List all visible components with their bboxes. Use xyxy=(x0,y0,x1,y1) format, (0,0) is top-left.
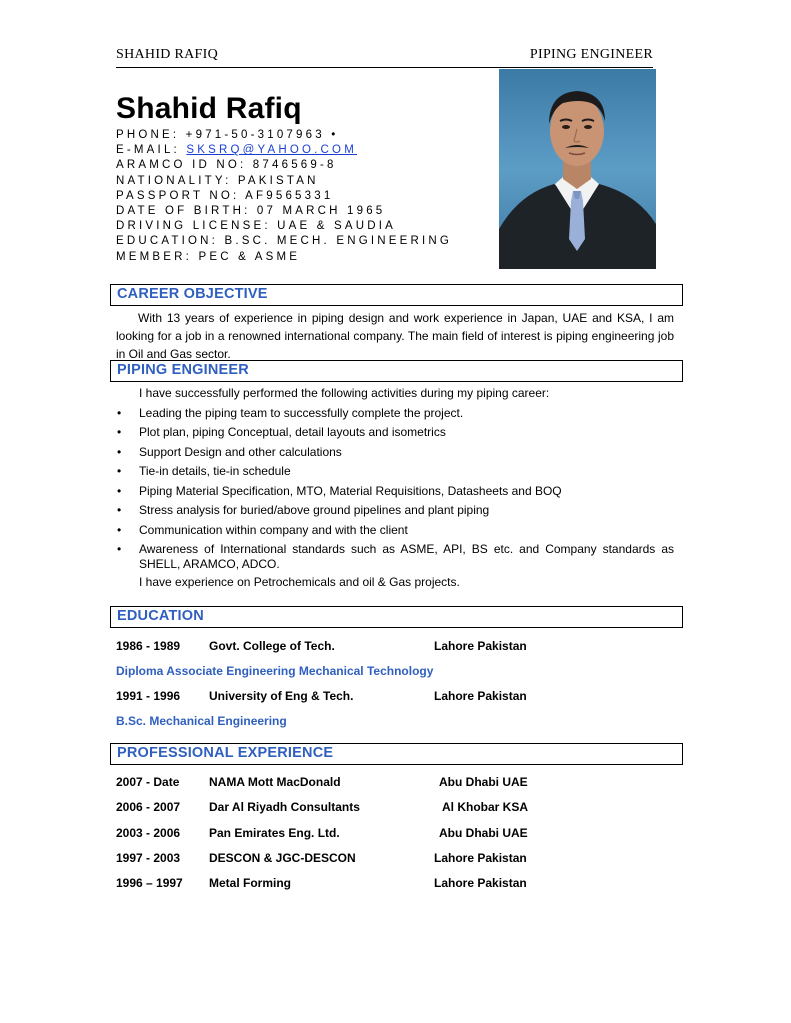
bullet-icon: • xyxy=(117,464,122,478)
education-location: Lahore Pakistan xyxy=(434,639,527,653)
education-institution: University of Eng & Tech. xyxy=(209,689,354,703)
email-line xyxy=(116,143,452,158)
experience-dates: 1996 – 1997 xyxy=(116,876,183,890)
experience-company: DESCON & JGC-DESCON xyxy=(209,851,356,865)
aramco-id-line: ARAMCO ID NO: 8746569-8 xyxy=(116,159,337,172)
education-dates: 1991 - 1996 xyxy=(116,689,181,703)
bullet-icon: • xyxy=(117,483,122,498)
experience-dates: 2003 - 2006 xyxy=(116,826,181,840)
career-objective-body: With 13 years of experience in piping design and work experience in Japan, UAE and KSA, I am looking for a job in a renowned international company. The main field of interest is piping engineering job in Oil and Gas sector. xyxy=(116,311,674,361)
education-degree: Diploma Associate Engineering Mechanical Technology xyxy=(116,664,434,678)
experience-company: Metal Forming xyxy=(209,876,292,890)
experience-location: Abu Dhabi UAE xyxy=(439,826,528,840)
list-item: • Tie-in details, tie-in schedule xyxy=(117,464,291,478)
bullet-icon: • xyxy=(117,425,122,439)
education-institution: Govt. College of Tech. xyxy=(209,639,335,653)
experience-dates: 1997 - 2003 xyxy=(116,851,181,865)
nationality-line: NATIONALITY: PAKISTAN xyxy=(116,174,319,187)
education-degree: B.Sc. Mechanical Engineering xyxy=(116,714,287,728)
piping-outro: I have experience on Petrochemicals and oil & Gas projects. xyxy=(139,575,460,589)
piping-engineer-title: PIPING ENGINEER xyxy=(117,362,249,378)
candidate-name: Shahid Rafiq xyxy=(116,92,302,125)
experience-header xyxy=(110,743,683,765)
education-line: EDUCATION: B.SC. MECH. ENGINEERING xyxy=(116,235,453,248)
experience-company: Dar Al Riyadh Consultants xyxy=(209,800,360,814)
bullet-icon: • xyxy=(117,405,122,420)
phone-line: PHONE: +971-50-3107963 • xyxy=(116,129,339,141)
career-objective-text xyxy=(116,309,674,363)
header-job-title: PIPING ENGINEER xyxy=(529,47,653,62)
education-title: EDUCATION xyxy=(117,608,204,624)
list-item: • Piping Material Specification, MTO, Material Requisitions, Datasheets and BOQ xyxy=(117,483,562,498)
experience-location: Lahore Pakistan xyxy=(434,876,527,890)
contact-block xyxy=(116,128,452,265)
list-item: • Leading the piping team to successfully complete the project. xyxy=(117,405,464,420)
piping-engineer-header xyxy=(110,360,683,382)
list-item: • Awareness of International standards such as ASME, API, BS etc. and Company standards as SHELL, ARAMCO, ADCO. xyxy=(117,542,674,571)
bullet-icon: • xyxy=(117,503,122,517)
list-item: • Stress analysis for buried/above ground pipelines and plant piping xyxy=(117,503,490,517)
list-item: • Plot plan, piping Conceptual, detail layouts and isometrics xyxy=(117,425,446,439)
portrait-illustration xyxy=(499,69,656,269)
career-objective-title: CAREER OBJECTIVE xyxy=(117,286,268,302)
email-link[interactable]: SKSRQ@YAHOO.COM xyxy=(186,144,357,157)
list-item: • Communication within company and with the client xyxy=(117,522,408,537)
dob-line: DATE OF BIRTH: 07 MARCH 1965 xyxy=(116,205,386,218)
profile-photo xyxy=(499,69,656,269)
email-label: E-MAIL: xyxy=(116,144,187,157)
header-rule xyxy=(116,67,653,68)
education-header xyxy=(110,606,683,628)
header-name: SHAHID RAFIQ xyxy=(116,47,218,62)
experience-company: NAMA Mott MacDonald xyxy=(209,775,341,789)
experience-location: Abu Dhabi UAE xyxy=(439,775,528,789)
license-line: DRIVING LICENSE: UAE & SAUDIA xyxy=(116,220,397,233)
education-location: Lahore Pakistan xyxy=(434,689,527,703)
passport-line: PASSPORT NO: AF9565331 xyxy=(116,189,334,202)
experience-dates: 2007 - Date xyxy=(116,775,180,789)
member-line: MEMBER: PEC & ASME xyxy=(116,250,301,263)
bullet-icon: • xyxy=(117,542,122,556)
education-dates: 1986 - 1989 xyxy=(116,639,181,653)
experience-location: Al Khobar KSA xyxy=(442,800,529,814)
piping-intro: I have successfully performed the following activities during my piping career: xyxy=(139,386,550,400)
experience-location: Lahore Pakistan xyxy=(434,851,527,865)
bullet-icon: • xyxy=(117,522,122,537)
experience-title: PROFESSIONAL EXPERIENCE xyxy=(117,745,334,761)
career-objective-header xyxy=(110,284,683,306)
piping-activities xyxy=(116,386,676,595)
experience-company: Pan Emirates Eng. Ltd. xyxy=(209,826,340,840)
bullet-icon: • xyxy=(117,444,122,459)
list-item: • Support Design and other calculations xyxy=(117,444,342,459)
experience-dates: 2006 - 2007 xyxy=(116,800,181,814)
